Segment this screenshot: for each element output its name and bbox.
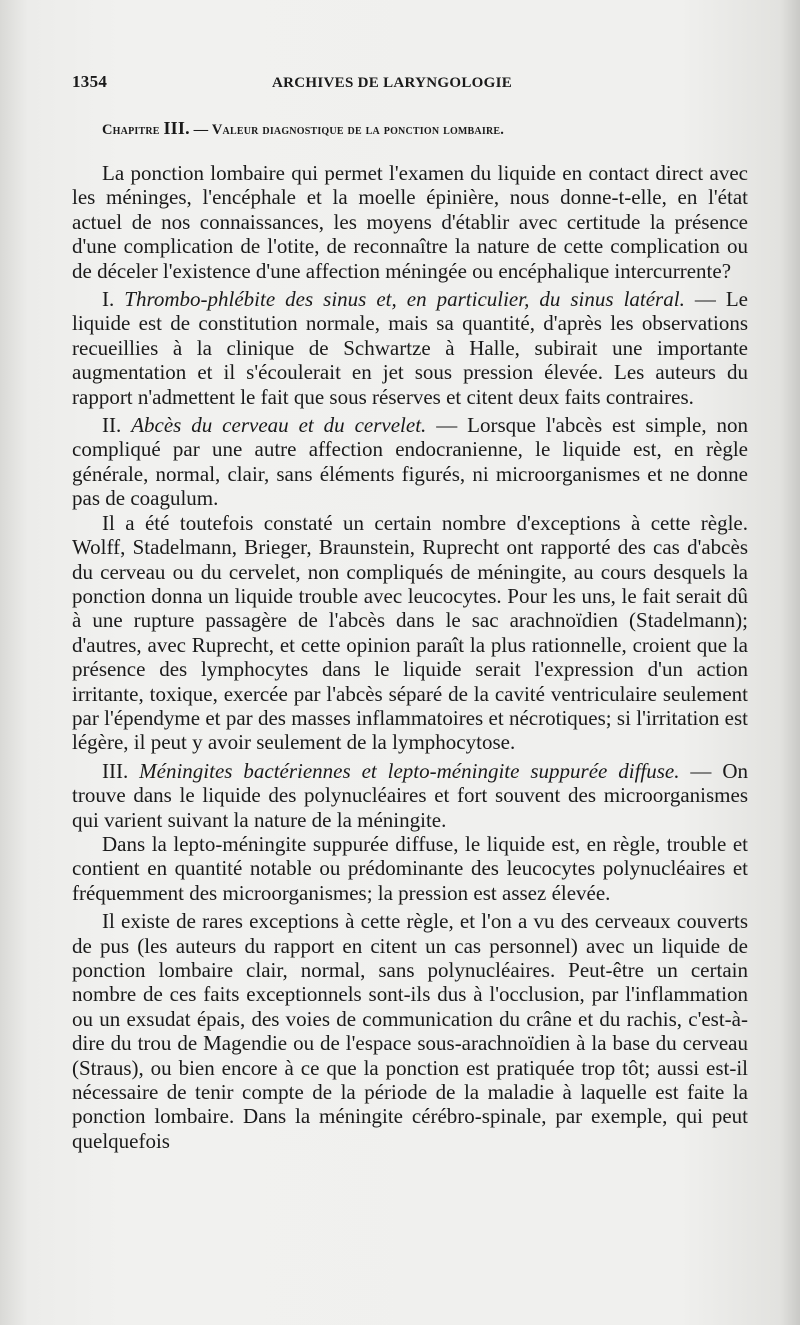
section-3-paragraph-3: Il existe de rares exceptions à cette règle, et l'on a vu des cerveaux couverts de pus (les auteurs du rapport en citent un cas personnel) avec un liquide de ponction lombaire clair, normal, sans polynucléaires. Peut-être un certain nombre de ces faits exceptionnels sont-ils dus à l'occlusion, par l'inflammation ou un exsudat épais, des voies de communication du crâne et du rachis, c'est-à-dire du trou de Magendie ou de l'espace sous-arachnoïdien à la base du cerveau (Straus), ou bien encore à ce que la ponction est pratiquée trop tôt; aussi est-il nécessaire de tenir compte de la période de la maladie à laquelle est faite la ponction lombaire. Dans la méningite cérébro-spinale, par exemple, qui peut quelquefois	[72, 909, 748, 1153]
chapter-heading	[102, 118, 748, 139]
section-2-title: Abcès du cerveau et du cervelet.	[131, 413, 427, 438]
chapter-label: Chapitre	[102, 122, 160, 138]
section-3-text: — On trouve dans le liquide des polynucléaires et fort souvent des microorganismes qui varient suivant la nature de la méningite.	[72, 758, 749, 832]
running-header	[72, 72, 748, 92]
chapter-dash: —	[189, 122, 212, 138]
chapter-number: III.	[163, 118, 190, 138]
page-body	[72, 161, 748, 1153]
section-2-number: II.	[102, 413, 122, 438]
running-title: ARCHIVES DE LARYNGOLOGIE	[272, 75, 513, 91]
section-3-title: Méningites bactériennes et lepto-méningite suppurée diffuse.	[139, 758, 680, 783]
section-1-title: Thrombo-phlébite des sinus et, en particulier, du sinus latéral.	[124, 287, 685, 312]
page-number: 1354	[72, 72, 108, 91]
section-3-paragraph-2: Dans la lepto-méningite suppurée diffuse, le liquide est, en règle, trouble et contient en quantité notable ou prédominante des leucocytes polynucléaires et fréquemment des microorganismes; la pression est assez élevée.	[72, 831, 748, 905]
section-2-paragraph	[72, 413, 748, 511]
section-3-number: III.	[102, 758, 129, 783]
intro-paragraph: La ponction lombaire qui permet l'examen du liquide en contact direct avec les méninges, l'encéphale et la moelle épinière, nous donne-t-elle, en l'état actuel de nos connaissances, les moyens d'établir avec certitude la présence d'une complication de l'otite, de reconnaître la nature de cette complication ou de déceler l'existence d'une affection méningée ou encéphalique intercurrente?	[72, 161, 748, 283]
section-1-paragraph	[72, 287, 748, 409]
section-3-paragraph	[72, 759, 748, 832]
section-2-text: — Lorsque l'abcès est simple, non compliqué par une autre affection endocranienne, le liquide est, en règle générale, normal, clair, sans éléments figurés, ni microorganismes et ne donne pas de coagulum.	[72, 413, 748, 511]
section-1-number: I.	[102, 287, 115, 312]
section-1-text: — Le liquide est de constitution normale, mais sa quantité, d'après les observations recueillies à la clinique de Schwartze à Halle, subirait une importante augmentation et il s'écoulerait en jet sous pression élevée. Les auteurs du rapport n'admettent le fait que sous réserves et citent deux faits contraires.	[72, 287, 749, 409]
chapter-title: Valeur diagnostique de la ponction lombaire.	[211, 122, 505, 138]
section-2-paragraph-2: Il a été toutefois constaté un certain nombre d'exceptions à cette règle. Wolff, Stadelmann, Brieger, Braunstein, Ruprecht ont rapporté des cas d'abcès du cerveau ou du cervelet, non compliqués de méningite, au cours desquels la ponction donna un liquide trouble avec leucocytes. Pour les uns, le fait serait dû à une rupture passagère de l'abcès dans le sac arachnoïdien (Stadelmann); d'autres, avec Ruprecht, et cette opinion paraît la plus rationnelle, croient que la présence des lymphocytes dans le liquide serait l'expression d'un action irritante, toxique, exercée par l'abcès séparé de la cavité ventriculaire seulement par l'épendyme et par des masses inflammatoires et nécrotiques; si l'irritation est légère, il peut y avoir seulement de la lymphocytose.	[72, 510, 748, 755]
